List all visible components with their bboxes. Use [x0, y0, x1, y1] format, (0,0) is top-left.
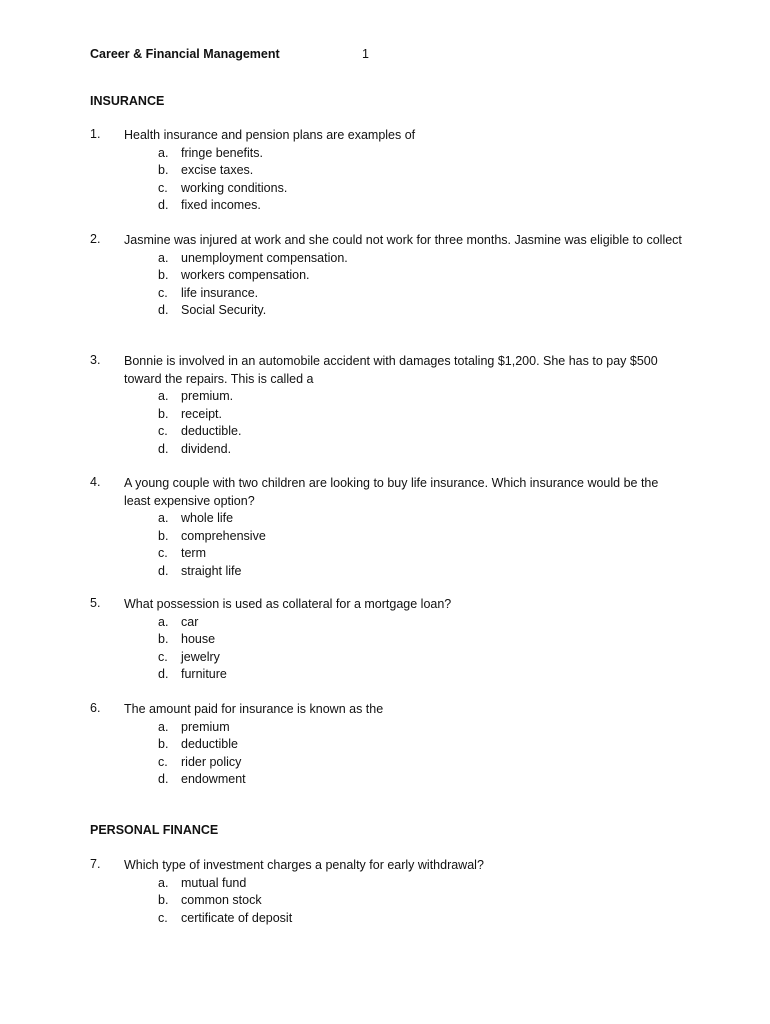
option-text: premium — [181, 719, 230, 734]
option-letter: a. — [158, 250, 169, 265]
document-title: Career & Financial Management — [90, 47, 280, 61]
option-a — [90, 875, 690, 893]
option-text: deductible. — [181, 424, 242, 438]
option-text: house — [181, 632, 216, 646]
option-text: car — [181, 614, 199, 629]
option-text: receipt. — [181, 406, 222, 421]
answer-options — [90, 388, 690, 458]
option-letter: b. — [158, 737, 169, 751]
option-d — [90, 302, 690, 320]
page-number: 1 — [362, 47, 369, 61]
question-stem: Jasmine was injured at work and she could not work for three months. Jasmine was eligible to collect — [124, 233, 682, 247]
question-stem: The amount paid for insurance is known as the — [124, 702, 384, 716]
option-text: unemployment compensation. — [181, 250, 348, 265]
option-b — [90, 162, 690, 180]
option-d — [90, 563, 690, 581]
option-c — [90, 285, 690, 303]
question-number: 2. — [90, 232, 101, 246]
section-heading-personal-finance: PERSONAL FINANCE — [90, 823, 219, 837]
option-c — [90, 423, 690, 441]
option-d — [90, 771, 690, 789]
option-letter: d. — [158, 303, 169, 317]
option-text: comprehensive — [181, 528, 266, 543]
answer-options — [90, 510, 690, 580]
option-letter: b. — [158, 268, 169, 282]
option-b — [90, 528, 690, 546]
question-number: 6. — [90, 701, 101, 715]
question-6 — [90, 701, 690, 789]
option-letter: a. — [158, 614, 169, 629]
option-text: mutual fund — [181, 875, 247, 890]
option-letter: d. — [158, 772, 169, 786]
option-text: certificate of deposit — [181, 910, 293, 925]
option-a — [90, 719, 690, 737]
option-text: fixed incomes. — [181, 198, 261, 212]
option-text: rider policy — [181, 754, 242, 769]
option-b — [90, 267, 690, 285]
option-b — [90, 631, 690, 649]
question-number: 4. — [90, 475, 101, 489]
option-a — [90, 145, 690, 163]
option-b — [90, 736, 690, 754]
question-stem: Bonnie is involved in an automobile accident with damages totaling $1,200. She has to pay $500 toward the repairs. This is called a — [124, 354, 658, 386]
question-number: 7. — [90, 857, 101, 871]
question-2 — [90, 232, 690, 320]
answer-options — [90, 719, 690, 789]
question-stem: What possession is used as collateral for a mortgage loan? — [124, 597, 452, 611]
option-letter: c. — [158, 910, 168, 925]
question-number: 1. — [90, 127, 101, 141]
question-number: 3. — [90, 353, 101, 367]
question-stem: Health insurance and pension plans are examples of — [124, 128, 416, 142]
option-d — [90, 441, 690, 459]
option-letter: d. — [158, 563, 169, 578]
option-a — [90, 388, 690, 406]
answer-options — [90, 614, 690, 684]
option-c — [90, 910, 690, 928]
option-letter: c. — [158, 180, 168, 195]
option-c — [90, 545, 690, 563]
option-letter: a. — [158, 719, 169, 734]
option-text: excise taxes. — [181, 163, 254, 177]
option-letter: c. — [158, 754, 168, 769]
option-letter: c. — [158, 285, 168, 300]
option-letter: d. — [158, 441, 169, 456]
option-text: whole life — [181, 511, 234, 525]
option-text: working conditions. — [181, 180, 288, 195]
option-text: premium. — [181, 389, 234, 403]
option-letter: a. — [158, 389, 169, 403]
option-a — [90, 250, 690, 268]
option-c — [90, 180, 690, 198]
option-a — [90, 614, 690, 632]
option-letter: b. — [158, 406, 169, 421]
option-letter: a. — [158, 511, 169, 525]
option-letter: a. — [158, 145, 169, 160]
option-d — [90, 197, 690, 215]
option-letter: a. — [158, 875, 169, 890]
option-letter: d. — [158, 667, 169, 681]
option-text: workers compensation. — [181, 268, 310, 282]
question-stem: Which type of investment charges a penalty for early withdrawal? — [124, 858, 484, 872]
option-letter: b. — [158, 893, 169, 907]
question-5 — [90, 596, 690, 684]
option-a — [90, 510, 690, 528]
option-text: endowment — [181, 772, 246, 786]
option-letter: c. — [158, 424, 168, 438]
question-7 — [90, 857, 690, 927]
option-letter: b. — [158, 528, 169, 543]
option-c — [90, 649, 690, 667]
answer-options — [90, 250, 690, 320]
option-text: common stock — [181, 893, 262, 907]
option-text: life insurance. — [181, 285, 259, 300]
option-text: furniture — [181, 667, 227, 681]
option-text: Social Security. — [181, 303, 267, 317]
option-text: term — [181, 546, 206, 560]
option-b — [90, 406, 690, 424]
option-letter: d. — [158, 198, 169, 212]
option-text: deductible — [181, 737, 238, 751]
option-letter: b. — [158, 632, 169, 646]
question-number: 5. — [90, 596, 101, 610]
question-3 — [90, 353, 690, 458]
option-d — [90, 666, 690, 684]
option-letter: b. — [158, 163, 169, 177]
option-letter: c. — [158, 649, 168, 664]
option-text: jewelry — [181, 649, 220, 664]
option-text: straight life — [181, 563, 242, 578]
answer-options — [90, 145, 690, 215]
question-1 — [90, 127, 690, 215]
question-stem: A young couple with two children are looking to buy life insurance. Which insurance would be the least expensive option? — [124, 476, 659, 508]
option-text: fringe benefits. — [181, 145, 263, 160]
section-heading-insurance: INSURANCE — [90, 94, 165, 108]
option-b — [90, 892, 690, 910]
question-4 — [90, 475, 690, 580]
option-letter: c. — [158, 546, 168, 560]
option-text: dividend. — [181, 441, 232, 456]
answer-options — [90, 875, 690, 928]
option-c — [90, 754, 690, 772]
